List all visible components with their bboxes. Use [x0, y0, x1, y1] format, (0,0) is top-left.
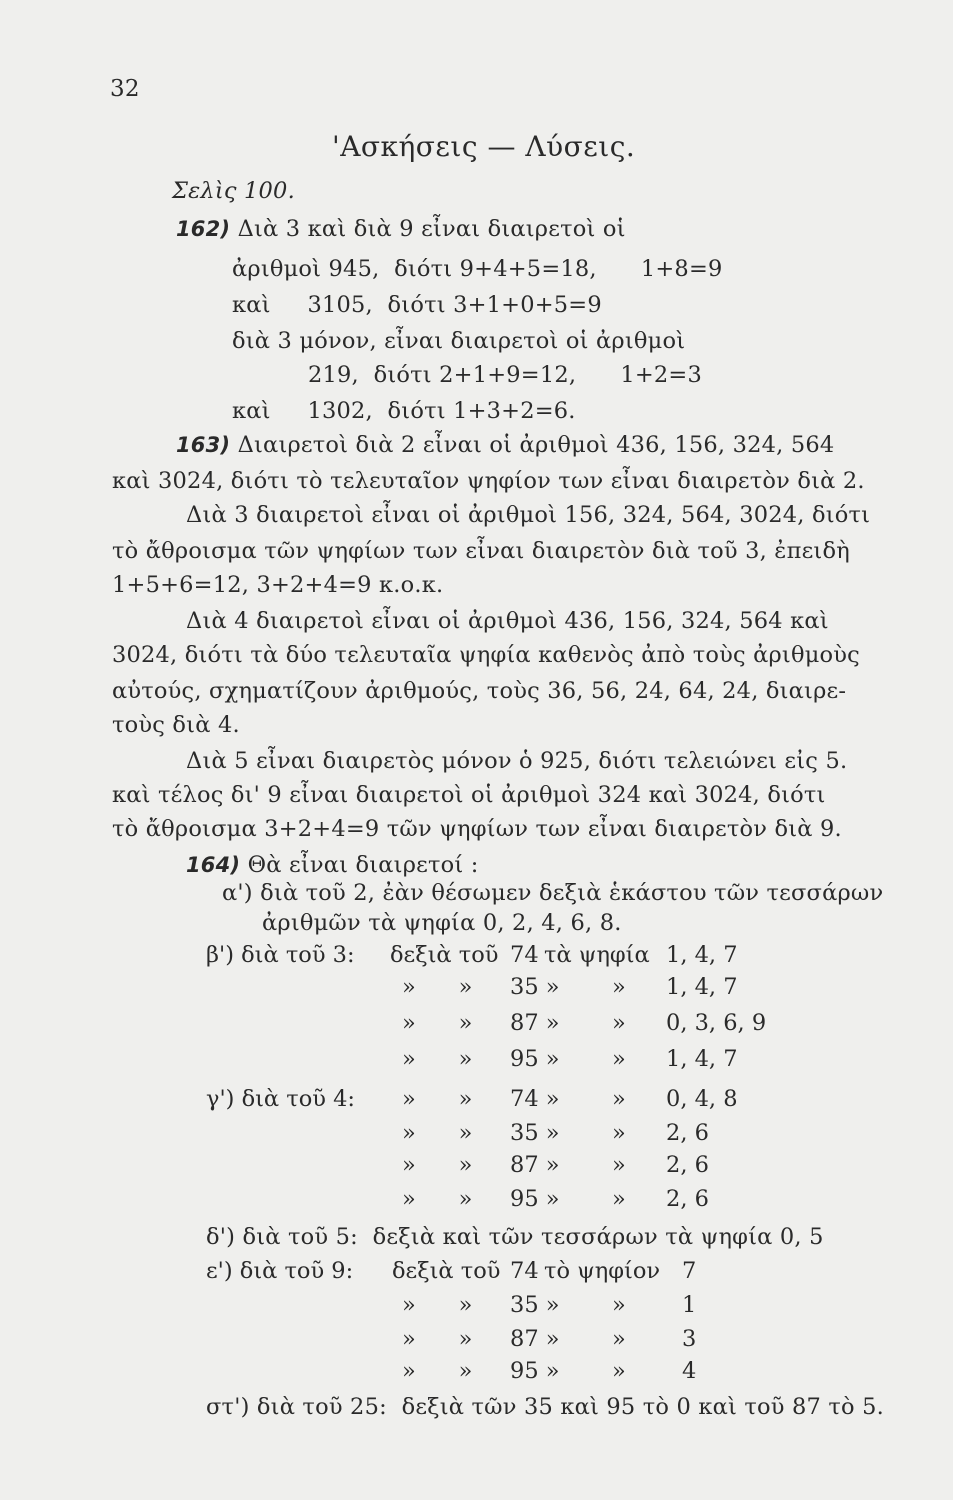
page-number: 32: [110, 76, 140, 102]
case-e-row-2-post: »: [612, 1292, 626, 1318]
case-b-row-3-num: 87 »: [510, 1010, 560, 1036]
case-g-row-2-digits: 2, 6: [666, 1120, 709, 1146]
case-g-row-3-digits: 2, 6: [666, 1152, 709, 1178]
case-b-row-4-num: 95 »: [510, 1046, 560, 1072]
case-g-row-1-pre: » »: [402, 1086, 473, 1112]
exercise-163-line-7: 3024, διότι τὰ δύο τελευταῖα ψηφία καθενὸς ἀπὸ τοὺς ἀριθμοὺς: [112, 642, 860, 668]
case-e-row-2-num: 35 »: [510, 1292, 560, 1318]
exercise-163-line-10: Διὰ 5 εἶναι διαιρετὸς μόνον ὁ 925, διότι τελειώνει εἰς 5.: [186, 748, 848, 774]
case-g-row-4-digits: 2, 6: [666, 1186, 709, 1212]
case-g-row-2-pre: » »: [402, 1120, 473, 1146]
case-e-label: ε') διὰ τοῦ 9:: [206, 1258, 354, 1284]
case-b-row-3-pre: » »: [402, 1010, 473, 1036]
case-g-label: γ') διὰ τοῦ 4:: [206, 1086, 355, 1112]
exercise-163-line-3: Διὰ 3 διαιρετοὶ εἶναι οἱ ἀριθμοὶ 156, 324, 564, 3024, διότι: [186, 502, 871, 528]
case-e-row-1-post: τὸ ψηφίον: [544, 1258, 661, 1284]
case-e-row-1-pre: δεξιὰ τοῦ: [392, 1258, 501, 1284]
case-g-row-4-num: 95 »: [510, 1186, 560, 1212]
case-e-row-3-digits: 3: [682, 1326, 697, 1352]
case-b-row-1-pre: δεξιὰ τοῦ: [390, 942, 499, 968]
exercise-163-line-4: τὸ ἄθροισμα τῶν ψηφίων των εἶναι διαιρετὸν διὰ τοῦ 3, ἐπειδὴ: [112, 538, 850, 564]
case-d-line: δ') διὰ τοῦ 5: δεξιὰ καὶ τῶν τεσσάρων τὰ ψηφία 0, 5: [206, 1224, 824, 1250]
exercise-163-line-6: Διὰ 4 διαιρετοὶ εἶναι οἱ ἀριθμοὶ 436, 156, 324, 564 καὶ: [186, 608, 829, 634]
case-e-row-1-digits: 7: [682, 1258, 697, 1284]
case-b-row-3-digits: 0, 3, 6, 9: [666, 1010, 767, 1036]
exercise-162-line-3: καὶ 3105, διότι 3+1+0+5=9: [232, 292, 602, 318]
exercise-164-case-a-line-1: α') διὰ τοῦ 2, ἐὰν θέσωμεν δεξιὰ ἑκάστου τῶν τεσσάρων: [222, 880, 884, 906]
case-g-row-3-post: »: [612, 1152, 626, 1178]
case-g-row-4-post: »: [612, 1186, 626, 1212]
exercise-163-line-8: αὐτούς, σχηματίζουν ἀριθμούς, τοὺς 36, 56, 24, 64, 24, διαιρε-: [112, 678, 847, 704]
case-g-row-1-digits: 0, 4, 8: [666, 1086, 738, 1112]
case-b-row-1-post: τὰ ψηφία: [544, 942, 650, 968]
case-g-row-4-pre: » »: [402, 1186, 473, 1212]
case-g-row-2-num: 35 »: [510, 1120, 560, 1146]
case-b-row-4-post: »: [612, 1046, 626, 1072]
exercise-162-text-1: Διὰ 3 καὶ διὰ 9 εἶναι διαιρετοὶ οἱ: [230, 216, 626, 242]
case-b-row-4-pre: » »: [402, 1046, 473, 1072]
case-b-row-3-post: »: [612, 1010, 626, 1036]
case-g-row-2-post: »: [612, 1120, 626, 1146]
case-b-row-4-digits: 1, 4, 7: [666, 1046, 738, 1072]
exercise-164-case-a-line-2: ἀριθμῶν τὰ ψηφία 0, 2, 4, 6, 8.: [262, 910, 622, 936]
case-e-row-2-digits: 1: [682, 1292, 697, 1318]
case-e-row-1-num: 74: [510, 1258, 539, 1284]
exercise-163-line-5: 1+5+6=12, 3+2+4=9 κ.ο.κ.: [112, 572, 444, 598]
exercise-162-line-4: διὰ 3 μόνον, εἶναι διαιρετοὶ οἱ ἀριθμοὶ: [232, 328, 686, 354]
section-reference: Σελὶς 100.: [172, 178, 295, 204]
exercise-163-line-2: καὶ 3024, διότι τὸ τελευταῖον ψηφίον των εἶναι διαιρετὸν διὰ 2.: [112, 468, 865, 494]
exercise-163-text-1: Διαιρετοὶ διὰ 2 εἶναι οἱ ἀριθμοὶ 436, 156, 324, 564: [230, 432, 835, 458]
case-b-row-2-pre: » »: [402, 974, 473, 1000]
exercise-164-intro: Θὰ εἶναι διαιρετοί :: [240, 852, 479, 878]
case-st-line: στ') διὰ τοῦ 25: δεξιὰ τῶν 35 καὶ 95 τὸ 0 καὶ τοῦ 87 τὸ 5.: [206, 1394, 885, 1420]
exercise-163-line-12: τὸ ἄθροισμα 3+2+4=9 τῶν ψηφίων των εἶναι διαιρετὸν διὰ 9.: [112, 816, 842, 842]
case-b-row-2-digits: 1, 4, 7: [666, 974, 738, 1000]
case-b-row-2-post: »: [612, 974, 626, 1000]
exercise-162-line-6: καὶ 1302, διότι 1+3+2=6.: [232, 398, 576, 424]
exercise-163-line-1: [176, 430, 834, 460]
exercise-162-number: 162): [176, 217, 231, 241]
case-b-row-2-num: 35 »: [510, 974, 560, 1000]
case-e-row-3-pre: » »: [402, 1326, 473, 1352]
case-g-row-3-pre: » »: [402, 1152, 473, 1178]
exercise-162-line-2: ἀριθμοὶ 945, διότι 9+4+5=18, 1+8=9: [232, 256, 723, 282]
case-e-row-4-digits: 4: [682, 1358, 697, 1384]
exercise-164-line-1: [186, 850, 479, 880]
exercise-164-number: 164): [186, 853, 241, 877]
exercise-162-line-5: 219, διότι 2+1+9=12, 1+2=3: [308, 362, 702, 388]
case-e-row-3-num: 87 »: [510, 1326, 560, 1352]
case-e-row-2-pre: » »: [402, 1292, 473, 1318]
case-e-row-4-num: 95 »: [510, 1358, 560, 1384]
page-title: 'Ασκήσεις — Λύσεις.: [332, 130, 636, 163]
case-e-row-3-post: »: [612, 1326, 626, 1352]
exercise-162-line-1: [176, 214, 626, 244]
case-b-label: β') διὰ τοῦ 3:: [206, 942, 355, 968]
case-e-row-4-post: »: [612, 1358, 626, 1384]
case-e-row-4-pre: » »: [402, 1358, 473, 1384]
case-g-row-3-num: 87 »: [510, 1152, 560, 1178]
exercise-163-line-11: καὶ τέλος δι' 9 εἶναι διαιρετοὶ οἱ ἀριθμοὶ 324 καὶ 3024, διότι: [112, 782, 826, 808]
case-g-row-1-num: 74 »: [510, 1086, 560, 1112]
case-g-row-1-post: »: [612, 1086, 626, 1112]
exercise-163-line-9: τοὺς διὰ 4.: [112, 712, 240, 738]
case-b-row-1-num: 74: [510, 942, 539, 968]
case-b-row-1-digits: 1, 4, 7: [666, 942, 738, 968]
exercise-163-number: 163): [176, 433, 231, 457]
